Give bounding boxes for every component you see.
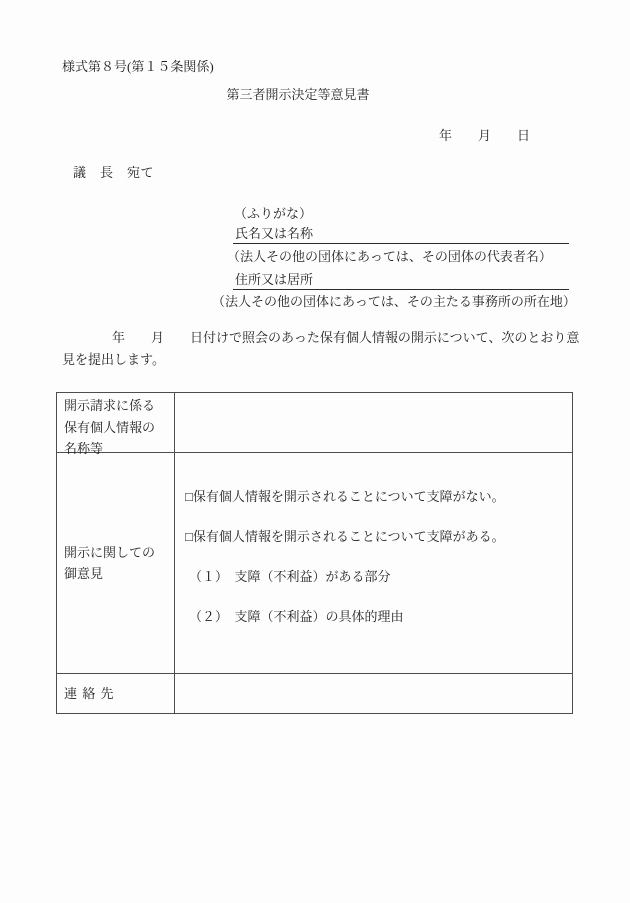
option-objection-row — [185, 529, 564, 545]
opinion-label-line: 開示に関しての — [64, 545, 156, 560]
request-name-value-cell[interactable] — [175, 393, 572, 453]
date-field[interactable]: 年 月 日 — [438, 128, 530, 143]
objection-item-2-label: （２） 支障（不利益）の具体的理由 — [189, 609, 404, 624]
request-name-header-cell — [57, 393, 175, 456]
objection-item-1-label: （１） 支障（不利益）がある部分 — [189, 569, 391, 584]
name-field-note: （法人その他の団体にあっては、その団体の代表者名） — [227, 249, 552, 264]
body-paragraph-line-2: 見を提出します。 — [62, 352, 165, 367]
address-field-label: 住所又は居所 — [235, 272, 314, 287]
contact-value-cell[interactable] — [175, 674, 572, 713]
name-field-label: 氏名又は名称 — [235, 226, 314, 241]
form-number: 様式第８号(第１５条関係) — [62, 59, 214, 74]
request-name-label-line: 名称等 — [64, 441, 104, 456]
no-objection-checkbox[interactable]: □ — [185, 489, 193, 504]
option-no-objection-row — [185, 489, 564, 505]
opinion-table — [56, 392, 573, 714]
address-field[interactable] — [233, 272, 569, 290]
name-field[interactable] — [233, 226, 569, 244]
body-paragraph-line-1: 年 月 日付けで照会のあった保有個人情報の開示について、次のとおり意 — [112, 330, 580, 345]
opinion-content-cell — [175, 453, 572, 674]
request-name-label-line: 開示請求に係る — [64, 398, 156, 413]
objection-checkbox[interactable]: □ — [185, 529, 193, 544]
opinion-label-line: 御意見 — [64, 566, 104, 581]
option-objection-label: 保有個人情報を開示されることについて支障がある。 — [192, 529, 505, 544]
request-name-label-line: 保有個人情報の — [64, 419, 156, 435]
furigana-label: （ふりがな） — [234, 206, 313, 221]
contact-header-cell — [57, 674, 175, 713]
page-title: 第三者開示決定等意見書 — [226, 87, 370, 102]
opinion-header-cell — [57, 453, 175, 674]
addressee-line: 議 長 宛て — [73, 165, 155, 180]
address-field-note: （法人その他の団体にあっては、その主たる事務所の所在地） — [212, 294, 576, 309]
contact-label: 連 絡 先 — [64, 685, 115, 701]
option-no-objection-label: 保有個人情報を開示されることについて支障がない。 — [192, 489, 505, 504]
